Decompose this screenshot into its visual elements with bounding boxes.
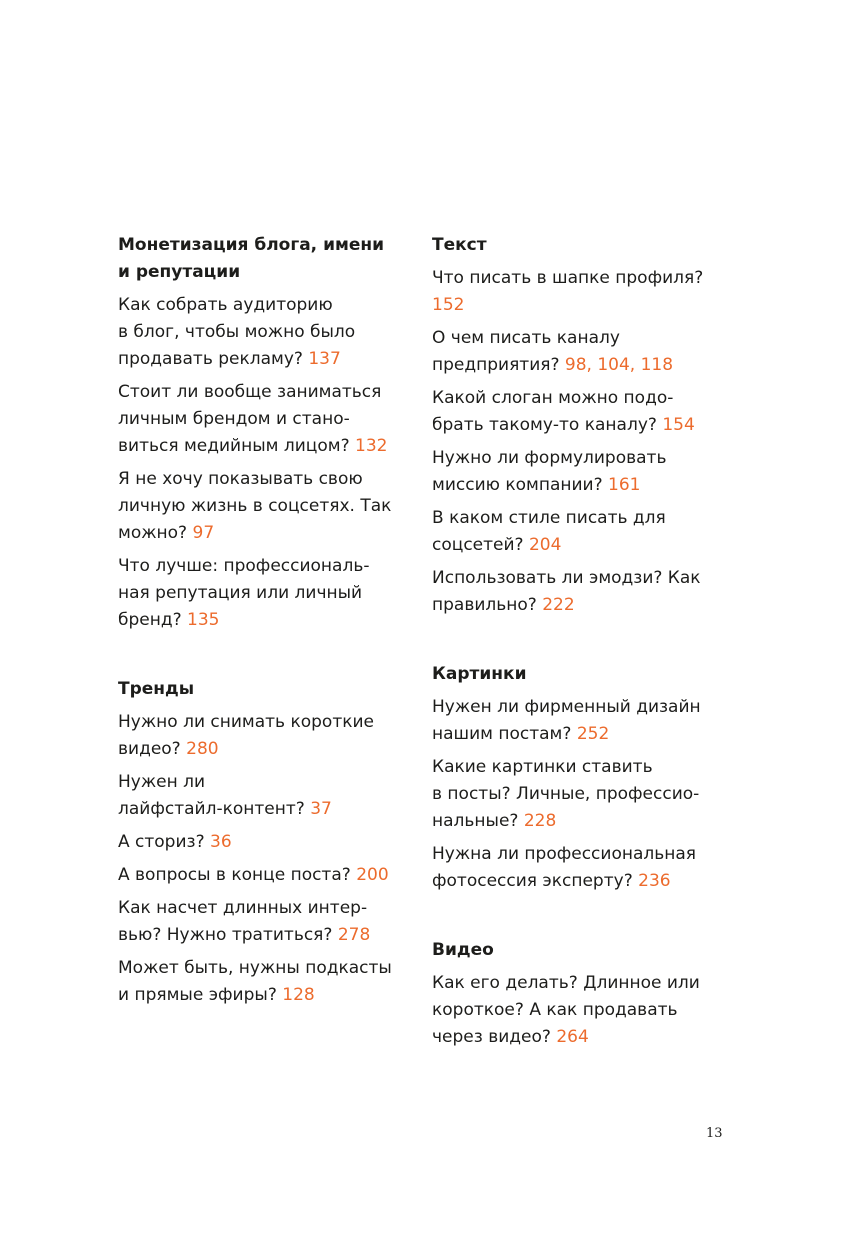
page-ref-link[interactable]: 228 [523, 811, 557, 831]
question-item [432, 841, 732, 895]
page-ref-link[interactable]: 135 [187, 610, 220, 630]
page-ref-link[interactable]: 132 [355, 436, 388, 456]
page-ref-link[interactable]: 98, 104, 118 [564, 355, 674, 375]
page-ref-link[interactable]: 280 [186, 739, 219, 759]
question-item [118, 895, 418, 949]
question-text: Стоит ли вообще заниматься личным брендом и стано- виться медийным лицом? [118, 382, 382, 456]
question-text: Нужна ли профессиональная фотосессия эксперту? [432, 844, 697, 891]
question-item [118, 709, 418, 763]
page-ref-link[interactable]: 37 [310, 799, 332, 819]
question-text: Использовать ли эмодзи? Как правильно? [432, 568, 701, 615]
right-column [432, 232, 732, 1093]
question-text: Как насчет длинных интер- вью? Нужно тратиться? [118, 898, 368, 945]
question-item [118, 862, 418, 889]
page-ref-link[interactable]: 161 [608, 475, 641, 495]
question-item [432, 565, 732, 619]
question-item [432, 265, 732, 319]
question-item [118, 769, 418, 823]
question-text: Что писать в шапке профиля? [432, 268, 704, 288]
page-ref-link[interactable]: 137 [308, 349, 341, 369]
question-text: Нужен ли фирменный дизайн нашим постам? [432, 697, 701, 744]
page-ref-link[interactable]: 154 [662, 415, 695, 435]
page-ref-link[interactable]: 222 [542, 595, 575, 615]
question-item [118, 292, 418, 373]
question-item [118, 955, 418, 1009]
left-column [118, 232, 418, 1051]
section-title: Картинки [432, 664, 527, 684]
question-text: Я не хочу показывать свою личную жизнь в соцсетях. Так можно? [118, 469, 392, 543]
section-title: Монетизация блога, имени и репутации [118, 235, 385, 282]
page-ref-link[interactable]: 278 [337, 925, 371, 945]
section-title: Видео [432, 940, 494, 960]
question-text: О чем писать каналу предприятия? [432, 328, 620, 375]
question-text: Нужен ли лайфстайл-контент? [118, 772, 305, 819]
question-item [432, 325, 732, 379]
page-ref-link[interactable]: 36 [210, 832, 232, 852]
page-ref-link[interactable]: 200 [356, 865, 389, 885]
question-text: Нужно ли снимать короткие видео? [118, 712, 375, 759]
page-ref-link[interactable]: 97 [192, 523, 215, 543]
section-title: Текст [432, 235, 487, 255]
question-text: Как собрать аудиторию в блог, чтобы можно было продавать рекламу? [118, 295, 356, 369]
question-item [432, 505, 732, 559]
question-item [118, 829, 418, 856]
page-ref-link[interactable]: 128 [282, 985, 315, 1005]
question-item [432, 754, 732, 835]
section-video [432, 937, 732, 1051]
question-text: Нужно ли формулировать миссию компании? [432, 448, 667, 495]
question-text: Какой слоган можно подо- брать такому-то каналу? [432, 388, 674, 435]
question-item [432, 694, 732, 748]
question-item [432, 385, 732, 439]
question-text: Может быть, нужны подкасты и прямые эфиры? [118, 958, 392, 1005]
question-item [118, 553, 418, 634]
section-text [432, 232, 732, 619]
section-monetization [118, 232, 418, 634]
page-ref-link[interactable]: 204 [528, 535, 562, 555]
question-item [432, 970, 732, 1051]
question-text: Какие картинки ставить в посты? Личные, профессио- нальные? [432, 757, 700, 831]
page-ref-link[interactable]: 252 [576, 724, 610, 744]
page-ref-link[interactable]: 264 [556, 1027, 589, 1047]
question-item [118, 379, 418, 460]
page-ref-link[interactable]: 152 [432, 295, 465, 315]
question-text: А вопросы в конце поста? [118, 865, 351, 885]
question-text: Как его делать? Длинное или короткое? А как продавать через видео? [432, 973, 700, 1047]
page-ref-link[interactable]: 236 [638, 871, 671, 891]
page-number: 13 [706, 1126, 723, 1141]
question-text: Что лучше: профессиональ- ная репутация или личный бренд? [118, 556, 370, 630]
question-item [118, 466, 418, 547]
question-item [432, 445, 732, 499]
section-pictures [432, 661, 732, 895]
section-trends [118, 676, 418, 1009]
question-text: В каком стиле писать для соцсетей? [432, 508, 666, 555]
question-text: А сториз? [118, 832, 205, 852]
section-title: Тренды [118, 679, 195, 699]
